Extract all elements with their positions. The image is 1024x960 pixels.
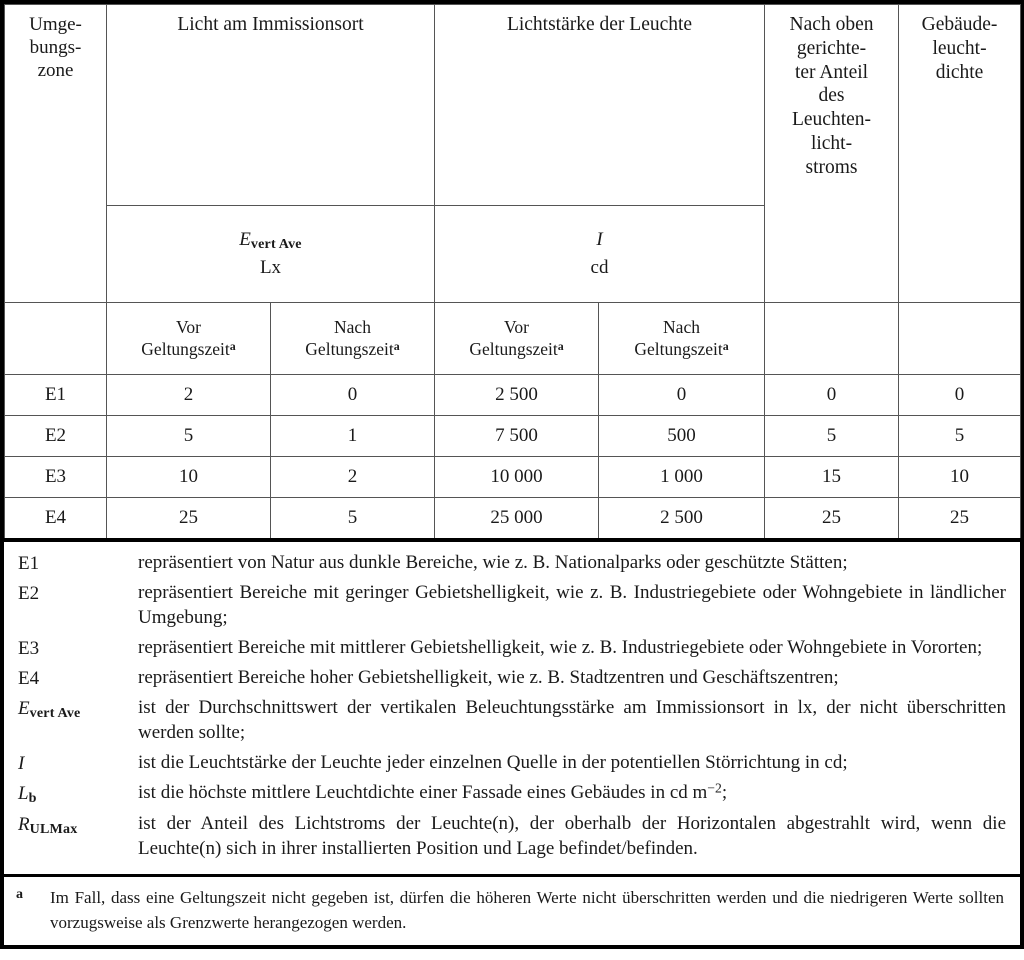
definition-term-lb xyxy=(18,781,138,807)
cell-rul: 25 xyxy=(765,498,899,539)
symbol-cell-intensity xyxy=(435,206,765,303)
upward-header-line-1: Nach oben xyxy=(789,14,874,35)
table-row xyxy=(5,498,1021,539)
definition-term-rulmax-sub: ULMax xyxy=(29,821,78,838)
definition-term-evert xyxy=(18,696,138,722)
footnote-marker-a: a xyxy=(16,887,23,903)
upward-header-line-7: stroms xyxy=(805,156,858,178)
list-item xyxy=(18,666,1006,691)
subheader-i-vor xyxy=(435,303,599,375)
subheader-rul-empty xyxy=(765,303,899,375)
zone-header-line-2: bungs- xyxy=(29,37,82,59)
subheader-e-nach-line1: Nach xyxy=(334,317,371,338)
cell-lb: 5 xyxy=(899,416,1021,457)
cell-e-nach: 5 xyxy=(271,498,435,539)
cell-i-nach: 0 xyxy=(599,375,765,416)
building-header-line-2: leucht- xyxy=(932,37,987,59)
upward-header-line-5: Leuchten- xyxy=(791,109,872,131)
definition-term-e1: E1 xyxy=(18,553,40,574)
symbol-e-base: E xyxy=(239,228,251,250)
cell-zone: E2 xyxy=(5,416,107,457)
cell-e-vor: 5 xyxy=(107,416,271,457)
unit-lx: Lx xyxy=(259,257,282,279)
cell-rul: 5 xyxy=(765,416,899,457)
header-group-row xyxy=(5,5,1021,206)
subheader-e-vor-line2: Geltungszeit xyxy=(141,338,230,359)
subheader-e-nach xyxy=(271,303,435,375)
subheader-e-vor-line1: Vor xyxy=(176,317,201,338)
upward-header-line-3: ter Anteil xyxy=(794,61,869,83)
building-header-line-1: Gebäude- xyxy=(921,14,998,35)
footnote-ref-a2: a xyxy=(393,338,400,353)
subheader-i-nach xyxy=(599,303,765,375)
definition-term-lb-base: L xyxy=(18,783,29,804)
upward-header-line-2: gerichte- xyxy=(796,37,867,59)
table-row xyxy=(5,416,1021,457)
col-header-luminaire: Lichtstärke der Leuchte xyxy=(435,5,765,206)
footnote-ref-a4: a xyxy=(722,338,729,353)
list-item xyxy=(18,551,1006,576)
definitions-list xyxy=(0,538,1024,874)
table-row xyxy=(5,457,1021,498)
zone-header-line-1: Umge- xyxy=(29,14,82,35)
cell-zone: E4 xyxy=(5,498,107,539)
cell-e-vor: 25 xyxy=(107,498,271,539)
col-header-upward-flux xyxy=(765,5,899,303)
limit-values-table xyxy=(4,4,1021,538)
definition-text-e3: repräsentiert Bereiche mit mittlerer Gebietshelligkeit, wie z. B. Industriegebiete oder Wohngebiete in Vororten; xyxy=(138,636,983,658)
definition-term-e2: E2 xyxy=(18,583,40,605)
col-header-building-luminance xyxy=(899,5,1021,303)
definition-term-evert-sub: vert Ave xyxy=(29,705,81,722)
building-header-line-3: dichte xyxy=(935,61,984,83)
cell-e-nach: 0 xyxy=(271,375,435,416)
list-item xyxy=(18,696,1006,745)
definition-text-rulmax: ist der Anteil des Lichtstroms der Leuchte(n), der oberhalb der Horizontalen abgestrahlt wird, wenn die Leuchte(n) sich in ihrer installierten Position und Lage befindet/befinden. xyxy=(138,813,1006,859)
definition-text-e1: repräsentiert von Natur aus dunkle Bereiche, wie z. B. Nationalparks oder geschützte Stätten; xyxy=(138,552,848,573)
col-header-zone xyxy=(5,5,107,303)
upward-header-line-6: licht- xyxy=(810,132,853,154)
definition-term-rulmax-base: R xyxy=(18,814,30,836)
cell-lb: 25 xyxy=(899,498,1021,539)
subheader-i-nach-line1: Nach xyxy=(663,317,700,338)
cell-i-vor: 25 000 xyxy=(435,498,599,539)
subheader-i-vor-line2: Geltungszeit xyxy=(469,338,558,359)
definition-text-e4: repräsentiert Bereiche hoher Gebietshelligkeit, wie z. B. Stadtzentren und Geschäftszentren; xyxy=(138,667,839,688)
footnote-text: Im Fall, dass eine Geltungszeit nicht gegeben ist, dürfen die höheren Werte nicht überschritten werden und die niedrigeren Werte sollten vorzugsweise als Grenzwerte herangezogen werden. xyxy=(50,888,1004,932)
subheader-i-vor-line1: Vor xyxy=(504,317,529,338)
list-item xyxy=(18,812,1006,861)
definition-text-evert: ist der Durchschnittswert der vertikalen Beleuchtungsstärke am Immissionsort in lx, der nicht überschritten werden sollte; xyxy=(138,697,1006,743)
cell-rul: 0 xyxy=(765,375,899,416)
definition-term-evert-base: E xyxy=(18,698,30,720)
list-item xyxy=(18,581,1006,630)
definition-term-e3: E3 xyxy=(18,637,40,659)
cell-i-vor: 2 500 xyxy=(435,375,599,416)
cell-i-nach: 2 500 xyxy=(599,498,765,539)
cell-i-nach: 1 000 xyxy=(599,457,765,498)
symbol-cell-evert xyxy=(107,206,435,303)
subheader-i-nach-line2: Geltungszeit xyxy=(634,338,723,359)
unit-cd: cd xyxy=(590,257,609,278)
upward-header-line-4: des xyxy=(818,85,845,107)
table-row xyxy=(5,375,1021,416)
subheader-lb-empty xyxy=(899,303,1021,375)
subheader-e-nach-line2: Geltungszeit xyxy=(305,338,394,359)
cell-i-vor: 10 000 xyxy=(435,457,599,498)
symbol-i-base: I xyxy=(596,229,603,251)
zone-header-line-3: zone xyxy=(37,60,74,82)
definition-term-lb-sub: b xyxy=(28,790,37,807)
cell-e-nach: 2 xyxy=(271,457,435,498)
definition-term-intensity-base: I xyxy=(18,752,25,774)
footnote-ref-a3: a xyxy=(557,338,564,353)
cell-i-nach: 500 xyxy=(599,416,765,457)
cell-lb: 10 xyxy=(899,457,1021,498)
definition-text-intensity: ist die Leuchtstärke der Leuchte jeder einzelnen Quelle in der potentiellen Störrichtung in cd; xyxy=(138,751,848,773)
definition-term-intensity xyxy=(18,751,138,776)
footnote-ref-a1: a xyxy=(229,338,236,353)
header-subcolumn-row xyxy=(5,303,1021,375)
cell-rul: 15 xyxy=(765,457,899,498)
cell-lb: 0 xyxy=(899,375,1021,416)
definition-term-rulmax xyxy=(18,812,138,838)
definition-text-lb: ist die höchste mittlere Leuchtdichte einer Fassade eines Gebäudes in cd $m^{-2}$; xyxy=(138,780,728,803)
list-item xyxy=(18,751,1006,776)
cell-e-vor: 2 xyxy=(107,375,271,416)
subheader-zone-empty xyxy=(5,303,107,375)
footnote-block xyxy=(0,874,1024,948)
list-item xyxy=(18,781,1006,807)
definition-text-e2: repräsentiert Bereiche mit geringer Gebietshelligkeit, wie z. B. Industriegebiete oder Wohngebiete in ländlicher Umgebung; xyxy=(138,582,1006,628)
symbol-e-sub: vert Ave xyxy=(250,236,302,253)
definition-term-e4: E4 xyxy=(18,668,40,689)
cell-e-nach: 1 xyxy=(271,416,435,457)
cell-e-vor: 10 xyxy=(107,457,271,498)
cell-zone: E3 xyxy=(5,457,107,498)
col-header-immission: Licht am Immissionsort xyxy=(107,5,435,206)
cell-zone: E1 xyxy=(5,375,107,416)
subheader-e-vor xyxy=(107,303,271,375)
cell-i-vor: 7 500 xyxy=(435,416,599,457)
list-item xyxy=(18,636,1006,661)
